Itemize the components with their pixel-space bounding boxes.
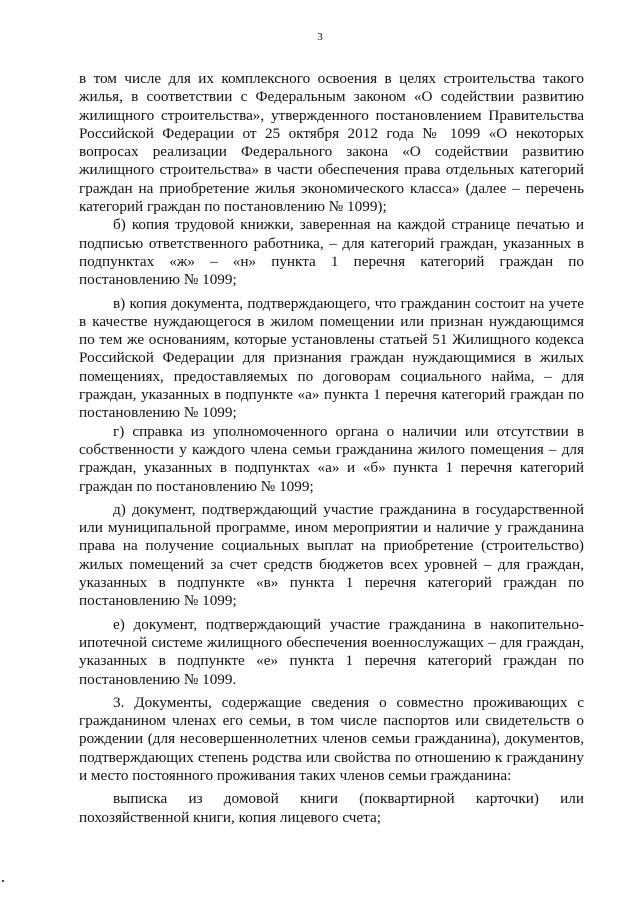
scan-edge-mark [2, 880, 4, 882]
paragraph-extract: выписка из домовой книги (поквартирной карточки) или похозяйственной книги, копия лицевого счета; [79, 790, 584, 826]
paragraph-item-d: д) документ, подтверждающий участие гражданина в государственной или муниципальной программе, ином мероприятии и наличие у гражданина права на получение социальных выплат на приобретение (строительство) жилых помещений за счет средств бюджетов всех уровней – для граждан, указанных в подпункте «в» пункта 1 перечня категорий граждан по постановлению № 1099; [79, 500, 584, 610]
paragraph-section-3: 3. Документы, содержащие сведения о совместно проживающих с гражданином членах его семьи, в том числе паспортов или свидетельств о рождении (для несовершеннолетних членов семьи гражданина), документов, подтверждающих степень родства или свойства по отношению к гражданину и место постоянного проживания таких членов семьи гражданина: [79, 693, 584, 784]
page-number: 3 [317, 31, 323, 43]
paragraph-item-g: г) справка из уполномоченного органа о наличии или отсутствии в собственности у каждого члена семьи гражданина жилого помещения – для граждан, указанных в подпунктах «а» и «б» пункта 1 перечня категорий граждан по постановлению № 1099; [79, 422, 584, 495]
paragraph-item-v: в) копия документа, подтверждающего, что гражданин состоит на учете в качестве нуждающегося в жилом помещении или признан нуждающимся по тем же основаниям, которые установлены статьей 51 Жилищного кодекса Российской Федерации для признания граждан нуждающимися в жилых помещениях, предоставляемых по договорам социального найма, – для граждан, указанных в подпункте «а» пункта 1 перечня категорий граждан по постановлению № 1099; [79, 294, 584, 422]
paragraph-continuation: в том числе для их комплексного освоения в целях строительства такого жилья, в соответствии с Федеральным законом «О содействии развитию жилищного строительства», утвержденного постановлением Правительства Российской Федерации от 25 октября 2012 года № 1099 «О некоторых вопросах реализации Федерального закона «О содействии развитию жилищного строительства» в части обеспечения права отдельных категорий граждан на приобретение жилья экономического класса» (далее – перечень категорий граждан по постановлению № 1099); [79, 70, 584, 216]
document-body [79, 70, 584, 827]
paragraph-item-b: б) копия трудовой книжки, заверенная на каждой странице печатью и подписью ответственного работника, – для категорий граждан, указанных в подпунктах «ж» – «н» пункта 1 перечня категорий граждан по постановлению № 1099; [79, 216, 584, 289]
paragraph-item-e: е) документ, подтверждающий участие гражданина в накопительно-ипотечной системе жилищного обеспечения военнослужащих – для граждан, указанных в подпункте «е» пункта 1 перечня категорий граждан по постановлению № 1099. [79, 615, 584, 688]
